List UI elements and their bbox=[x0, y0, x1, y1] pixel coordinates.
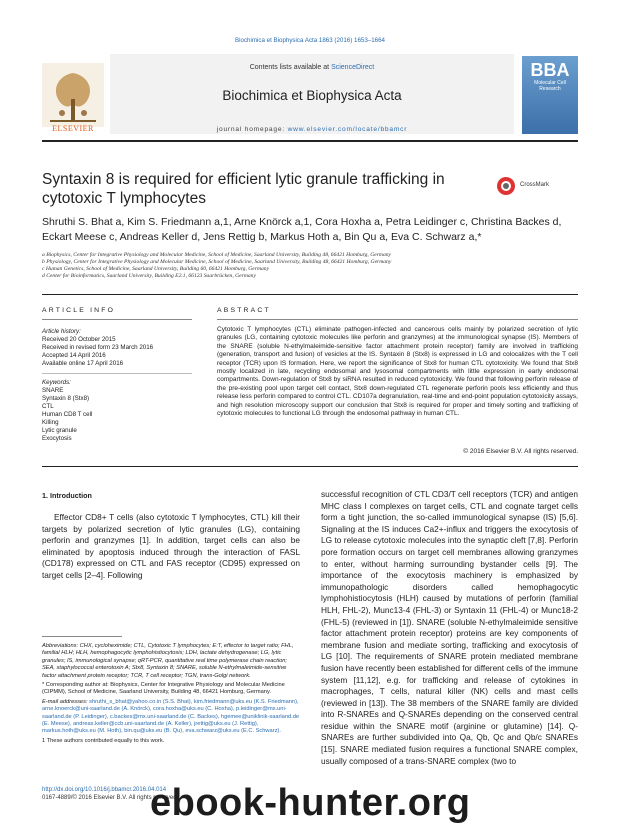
author-list bbox=[42, 215, 578, 245]
publisher-name: ELSEVIER bbox=[52, 124, 94, 133]
equal-contribution-note: 1 These authors contributed equally to this work. bbox=[42, 737, 165, 744]
intro-right-column: successful recognition of CTL CD3/T cell receptors (TCR) and antigen MHC class I complexes on target cells, CTL and cognate target cells form a tight junction, the so-called immunological synapse (IS) [5,6]. Signaling at the IS induces Ca2+-influx and triggers the exocytosis of LG to release cytotoxic molecules into the synaptic cleft [7,8]. Perforin pore formation occurs on target cell membranes allowing granzymes to enter, without harming surrounding bystander cells [9]. The importance of the exocytosis machinery is emphasized by immunopathologic disorders called hemophagocytic lymphohistiocytosis (HLH) caused by mutations of perforin (familial HLH, FHL-2), Munc13-4 (FHL-3) or Syntaxin 11 (FHL-4) or Munc18-2 (FHL-5) (reviewed in [1]). SNARE (soluble N-ethylmaleimide sensitive factor attachment protein receptor) proteins are key components of membrane fusion and mediate sorting, trafficking and exocytosis of LG [10]. The requirements of SNARE protein mediated membrane fusion have recently been established for different cells of the immune system [11,12], e.g. for trafficking and release of cytokines in macrophages, T cells, natural killer (NK) cells and mast cells (reviewed in [13]). The 38 members of the SNARE family are divided into R-SNAREs and Q-SNAREs depending on the conserved central residue within the SNARE motif (arginine or glutamine) [14]. Q-SNAREs are further subdivided into Qa, Qb, Qc and Qb/c SNAREs [15]. SNARE mediated fusion requires a functional SNARE complex, usually composed of a trans-SNARE complex (two to bbox=[321, 489, 578, 766]
history-accepted: Accepted 14 April 2016 bbox=[42, 352, 106, 359]
contents-prefix: Contents lists available at bbox=[249, 64, 332, 71]
introduction-heading: 1. Introduction bbox=[42, 491, 92, 500]
front-matter-rule bbox=[42, 294, 578, 295]
abbreviations-note: Abbreviations: CHX, cycloheximide; CTL, Cytotoxic T lymphocytes; E:T, effector to target ratio; FHL, familial HLH; HLH, hemophagocytic lymphohistiocytosis; LDH, lactate dehydrogenase; LG, lytic granules; IS, immunological synapse; qRT-PCR, quantitative real time polymerase chain reaction; SEA, staphylococcal enterotoxin A; Stx8, Syntaxin 8; SNARE, soluble N-ethylmaleimide-sensitive factor attachment protein receptor; TCR, T cell receptor; TGN, trans-Golgi network. bbox=[42, 643, 294, 679]
history-online: Available online 17 April 2016 bbox=[42, 360, 124, 367]
intro-left-column: Effector CD8+ T cells (also cytotoxic T lymphocytes, CTL) kill their targets by polarized secretion of lytic granules (LG), containing perforin and granzymes [1]. In addition, target cells can also be eliminated by apoptosis induced through the interaction of FASL (CD178) expressed on CTL and FAS receptor (CD95) expressed on target cells [2–4]. Following bbox=[42, 512, 300, 580]
watermark: ebook-hunter.org bbox=[150, 782, 471, 824]
keyword: Syntaxin 8 (Stx8) bbox=[42, 395, 90, 402]
journal-cover[interactable] bbox=[522, 56, 578, 134]
abstract-bottom-rule bbox=[42, 466, 578, 467]
journal-homepage bbox=[110, 126, 514, 133]
affiliation-d: d Center for Bioinformatics, Saarland University, Building E2.1, 66123 Saarbrücken, Germany bbox=[42, 273, 256, 279]
contents-line bbox=[110, 64, 514, 71]
doi-link[interactable]: http://dx.doi.org/10.1016/j.bbamcr.2016.04.014 bbox=[42, 787, 167, 793]
keyword: SNARE bbox=[42, 387, 64, 394]
authors-line-1: Shruthi S. Bhat a, Kim S. Friedmann a,1, Arne Knörck a,1, Cora Hoxha a, Petra Leidinger c, Christina Backes d, bbox=[42, 216, 562, 228]
email-addresses bbox=[42, 699, 300, 736]
abstract-rule bbox=[217, 319, 578, 320]
keyword: Human CD8 T cell bbox=[42, 411, 93, 418]
email-label: E-mail addresses: bbox=[42, 698, 90, 705]
footnote-rule bbox=[42, 636, 122, 637]
issn-line: 0167-4889/© 2016 Elsevier B.V. All rights reserved. bbox=[42, 795, 179, 801]
affiliation-a: a Biophysics, Center for Integrative Physiology and Molecular Medicine, School of Medicine, Saarland University, Building 48, 66421 Homburg, Germany bbox=[42, 252, 392, 258]
info-divider bbox=[42, 373, 192, 374]
article-info-panel bbox=[42, 328, 192, 443]
cover-subtitle: Molecular Cell Research bbox=[534, 80, 566, 92]
corresponding-author-note: * Corresponding author at: Biophysics, Center for Integrative Physiology and Molecular Medicine (CIPMM), School of Medicine, Saarland University, Building 48, 66421 Homburg, Germany. bbox=[42, 682, 285, 696]
keyword: CTL bbox=[42, 403, 54, 410]
history-revised: Received in revised form 23 March 2016 bbox=[42, 344, 154, 351]
footnotes bbox=[42, 643, 300, 745]
article-info-rule bbox=[42, 319, 192, 320]
crossmark-badge[interactable] bbox=[496, 176, 578, 198]
keyword: Killing bbox=[42, 419, 59, 426]
keywords-label: Keywords: bbox=[42, 379, 71, 386]
copyright-notice: © 2016 Elsevier B.V. All rights reserved. bbox=[463, 448, 578, 455]
article-info-heading: ARTICLE INFO bbox=[42, 307, 116, 314]
homepage-link[interactable]: www.elsevier.com/locate/bbamcr bbox=[287, 126, 408, 133]
email-links[interactable]: shruthi_s_bhat@yahoo.co.in (S.S. Bhat), kim.friedmann@uks.eu (K.S. Friedmann), arne.knoerck@uni-saarland.de (A. Knörck), cora.hoxha@uks.eu (C. Hoxha), p.leidinger@mx.uni-saarland.de (P. Leidinger), c.backes@mx.uni-saarland.de (C. Backes), hgemee@uniklinik-saarland.de (E. Meese), andreas.keller@ccb.uni-saarland.de (A. Keller), jrettig@uks.eu (J. Rettig), markus.hoth@uks.eu (M. Hoth), bin.qu@uks.eu (B. Qu), eva.schwarz@uks.eu (E.C. Schwarz). bbox=[42, 698, 300, 735]
history-label: Article history: bbox=[42, 328, 81, 335]
elsevier-tree-logo bbox=[42, 56, 104, 134]
keyword: Lytic granule bbox=[42, 427, 77, 434]
crossmark-icon bbox=[496, 176, 516, 196]
keyword: Exocytosis bbox=[42, 435, 72, 442]
abstract-text: Cytotoxic T lymphocytes (CTL) eliminate pathogen-infected and cancerous cells mainly by polarized secretion of lytic granules (LG, containing cytotoxic molecules like perforin and granzymes) at the immunological synapse (IS). Members of the SNARE (soluble N-ethylmaleimide-sensitive factor attachment protein receptor) family are involved in trafficking (generation, transport and fusion) of vesicles at the IS. Syntaxin 8 (Stx8) is expressed in LG and colocalizes with the T cell receptor (TCR) upon IS formation. Here, we report the significance of Stx8 for human CTL cytotoxicity. We found that Stx8 mostly localized in late, recycling endosomal and lysosomal compartments with little expression in early endosomal compartments. Down-regulation of Stx8 by siRNA resulted in reduced cytotoxicity. We found that following perforin release of the pre-existing pool upon target cell contact, Stx8 down-regulated CTL regenerate perforin pools less efficiently and thus release less perforin compared to control CTL. CD107a degranulation, real-time and end-point population cytotoxicity assays, and high resolution microscopy support our conclusion that Stx8 is required for proper and timely sorting and trafficking of cytotoxic molecules to functional LG through the endosomal pathway in human CTL. bbox=[217, 326, 578, 418]
affiliation-c: c Human Genetics, School of Medicine, Saarland University, Building 60, 66421 Homburg, Germany bbox=[42, 266, 270, 272]
history-received: Received 20 October 2015 bbox=[42, 336, 116, 343]
affiliation-b: b Physiology, Center for Integrative Physiology and Molecular Medicine, School of Medicine, Saarland University, Building 48, 66421 Homburg, Germany bbox=[42, 259, 392, 265]
crossmark-label: CrossMark bbox=[520, 182, 550, 188]
authors-line-2: Eckart Meese c, Andreas Keller d, Jens Rettig b, Markus Hoth a, Bin Qu a, Eva C. Schwarz a,* bbox=[42, 231, 482, 243]
homepage-prefix: journal homepage: bbox=[216, 126, 288, 133]
journal-title: Biochimica et Biophysica Acta bbox=[222, 88, 402, 103]
header-rule bbox=[42, 140, 578, 142]
article-title: Syntaxin 8 is required for efficient lytic granule trafficking in cytotoxic T lymphocytes bbox=[42, 171, 445, 207]
cover-title: BBA bbox=[530, 60, 570, 80]
abstract-heading: ABSTRACT bbox=[217, 307, 271, 314]
journal-citation[interactable]: Biochimica et Biophysica Acta 1863 (2016) 1653–1664 bbox=[235, 37, 385, 44]
sciencedirect-link[interactable]: ScienceDirect bbox=[331, 64, 375, 71]
